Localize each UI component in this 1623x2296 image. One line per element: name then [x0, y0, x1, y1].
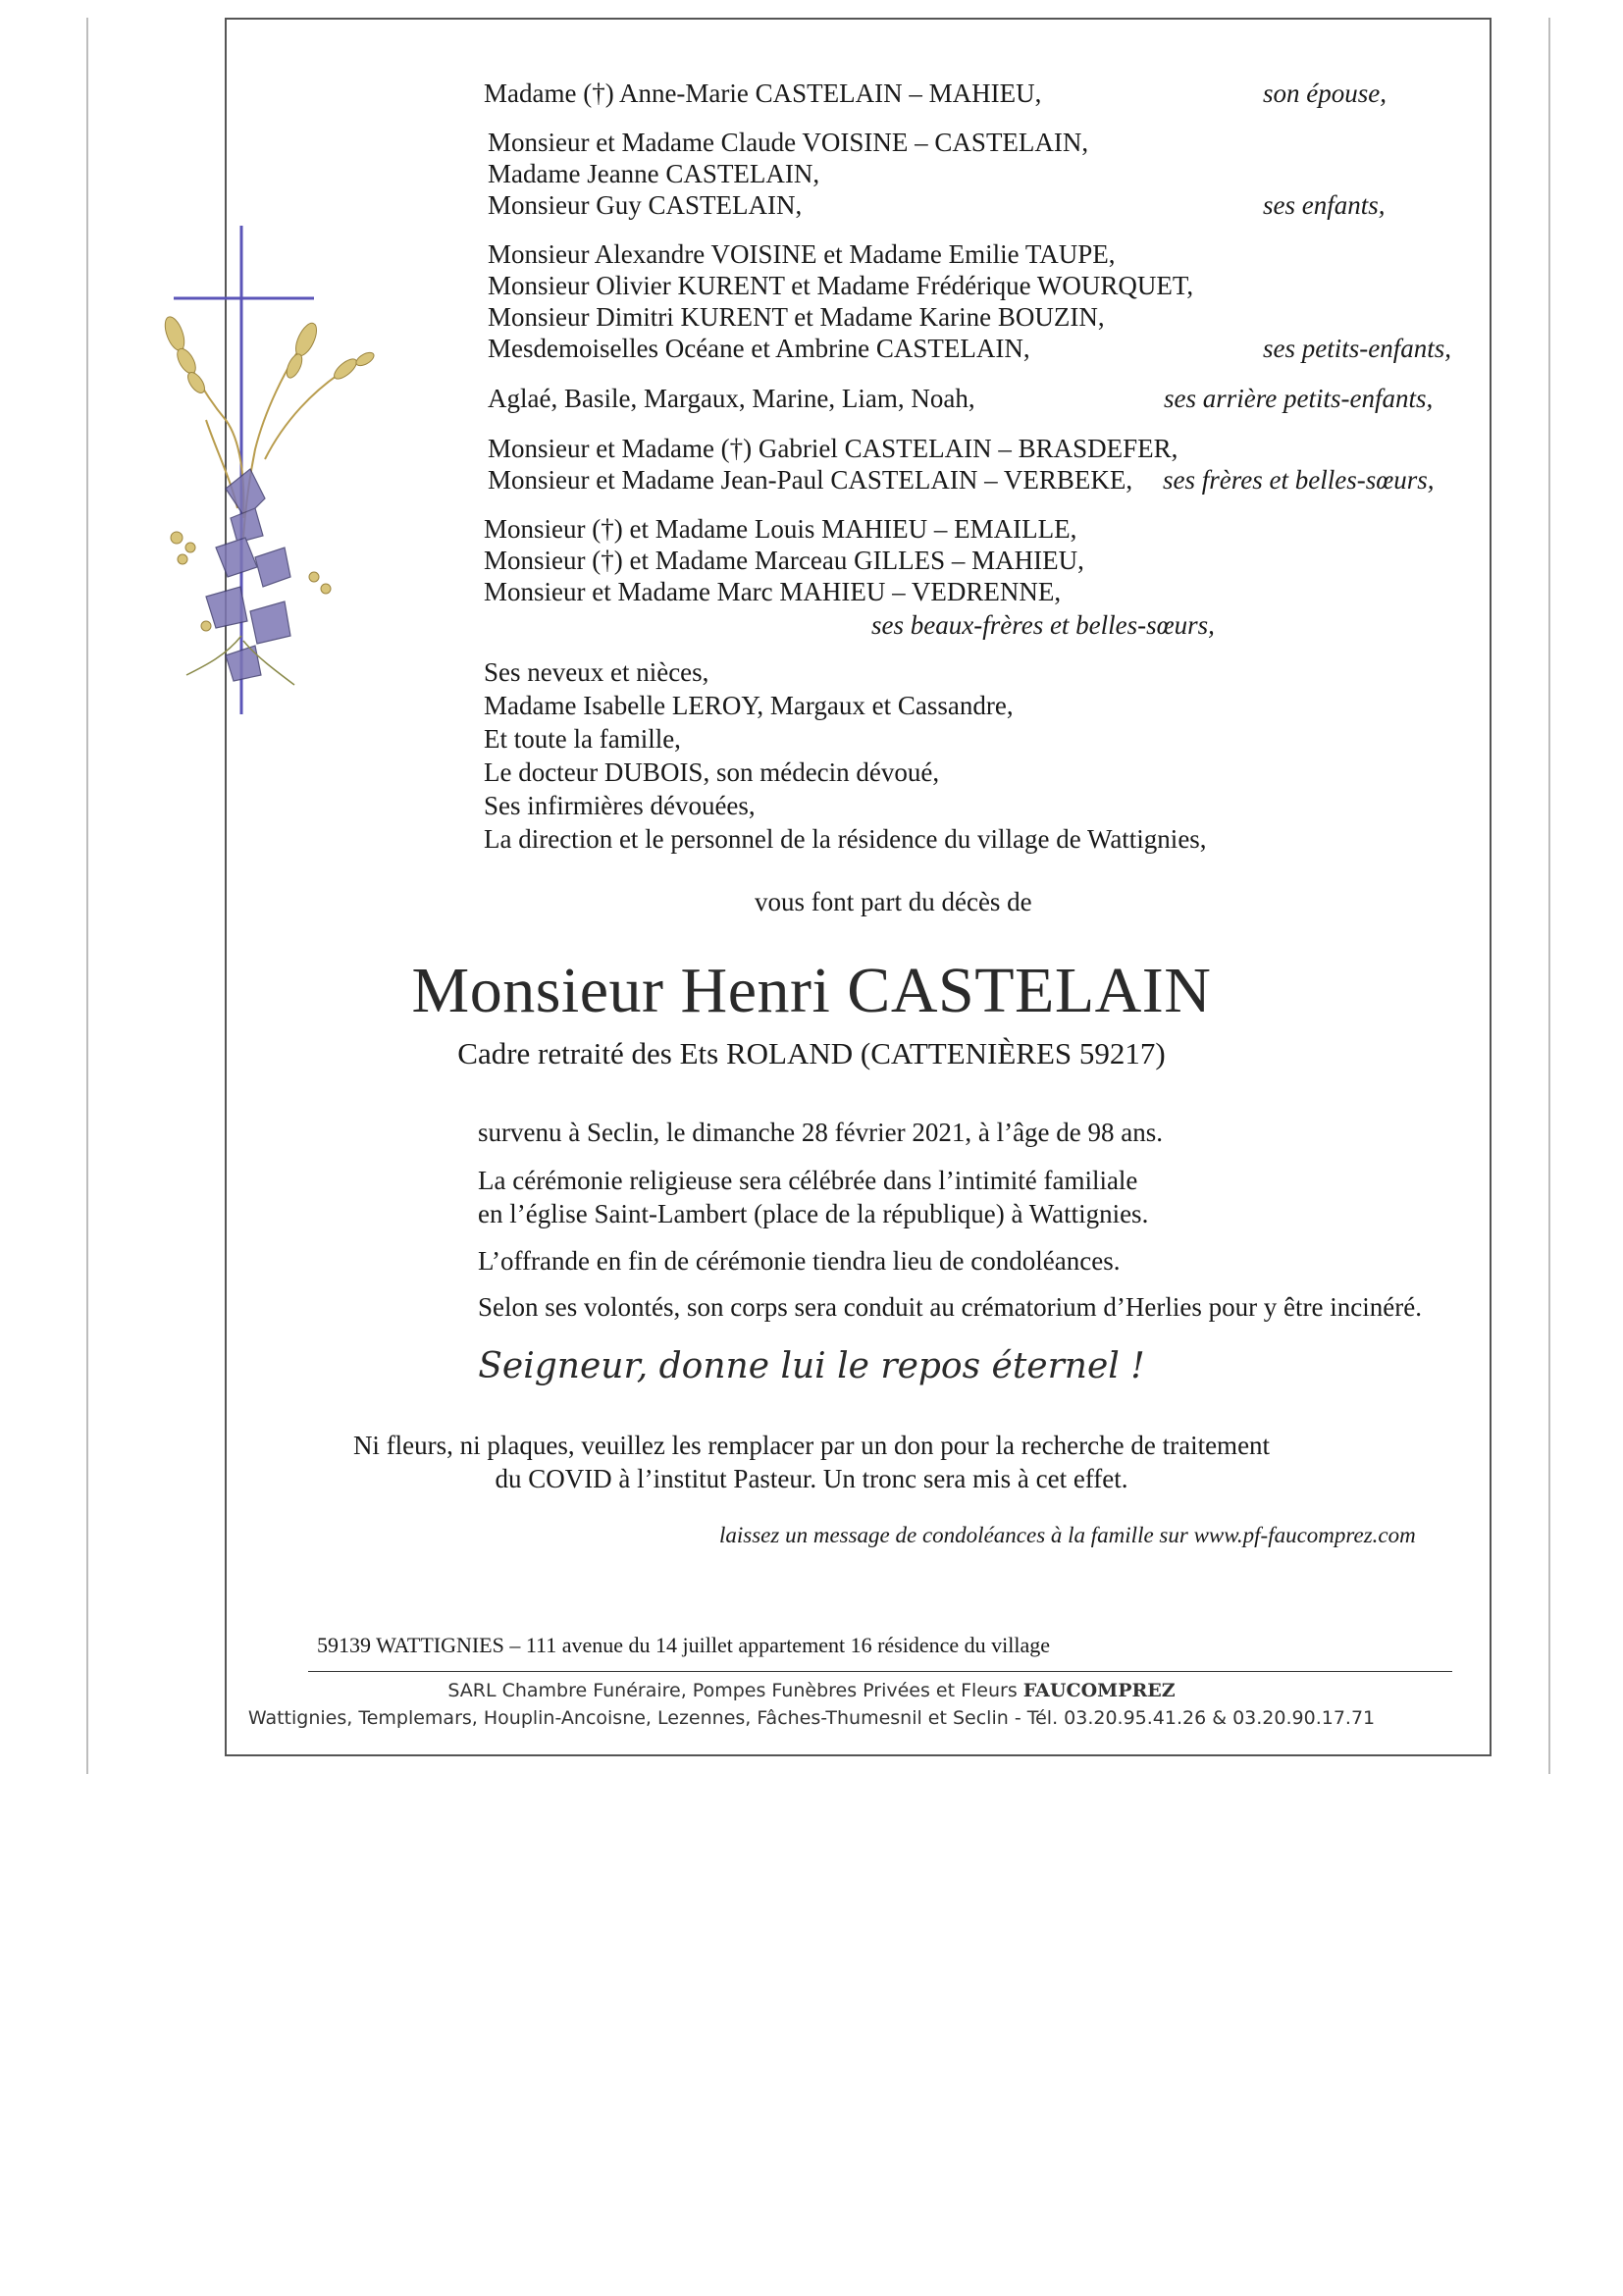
family-line: Monsieur Dimitri KURENT et Madame Karine BOUZIN, — [488, 302, 1105, 332]
family-line: Monsieur (†) et Madame Louis MAHIEU – EMAILLE, — [484, 514, 1077, 544]
detail-line: survenu à Seclin, le dimanche 28 février 2021, à l’âge de 98 ans. — [478, 1118, 1164, 1147]
left-scan-edge — [86, 18, 88, 1774]
others-line: Ses neveux et nièces, — [484, 657, 709, 687]
family-line: Monsieur Olivier KURENT et Madame Frédérique WOURQUET, — [488, 271, 1194, 300]
others-line: Le docteur DUBOIS, son médecin dévoué, — [484, 757, 940, 787]
family-line: Monsieur Alexandre VOISINE et Madame Emilie TAUPE, — [488, 239, 1116, 269]
family-line: Mesdemoiselles Océane et Ambrine CASTELAIN, — [488, 334, 1030, 363]
detail-line: La cérémonie religieuse sera célébrée dans l’intimité familiale — [478, 1166, 1138, 1195]
right-scan-edge — [1548, 18, 1550, 1774]
family-line: Monsieur et Madame Jean-Paul CASTELAIN – VERBEKE, — [488, 465, 1133, 495]
flowers-note-line: du COVID à l’institut Pasteur. Un tronc sera mis à cet effet. — [495, 1464, 1128, 1493]
detail-line: en l’église Saint-Lambert (place de la république) à Wattignies. — [478, 1199, 1149, 1228]
flowers-note-line: Ni fleurs, ni plaques, veuillez les remplacer par un don pour la recherche de traitement — [352, 1431, 1271, 1460]
family-line: Madame Jeanne CASTELAIN, — [488, 159, 820, 188]
family-line: Monsieur et Madame Marc MAHIEU – VEDRENNE, — [484, 577, 1062, 606]
deceased-name: Monsieur Henri CASTELAIN — [411, 955, 1212, 1026]
cross-wheat-flowers-icon — [147, 224, 402, 724]
family-line: Monsieur (†) et Madame Marceau GILLES – MAHIEU, — [484, 546, 1084, 575]
condolence-message: laissez un message de condoléances à la famille sur www.pf-faucomprez.com — [719, 1523, 1416, 1547]
others-line: Et toute la famille, — [484, 724, 681, 754]
family-line: Monsieur Guy CASTELAIN, — [488, 190, 803, 220]
family-line: Monsieur et Madame Claude VOISINE – CASTELAIN, — [488, 128, 1089, 157]
others-line: Ses infirmières dévouées, — [484, 791, 756, 820]
relation-label: ses petits-enfants, — [1263, 334, 1451, 363]
funeral-home-locations: Wattignies, Templemars, Houplin-Ancoisne, Lezennes, Fâches-Thumesnil et Seclin - Tél. 03.20.95.41.26 & 03.20.90.17.71 — [247, 1707, 1376, 1729]
others-line: La direction et le personnel de la résidence du village de Wattignies, — [484, 824, 1207, 854]
others-line: Madame Isabelle LEROY, Margaux et Cassandre, — [484, 691, 1014, 720]
detail-line: Selon ses volontés, son corps sera conduit au crématorium d’Herlies pour y être incinéré. — [478, 1292, 1422, 1322]
prayer-line: Seigneur, donne lui le repos éternel ! — [478, 1346, 1145, 1386]
announcement: vous font part du décès de — [755, 887, 1032, 916]
relation-label: ses arrière petits-enfants, — [1164, 384, 1434, 413]
footer-divider — [308, 1671, 1452, 1672]
family-line: Madame (†) Anne-Marie CASTELAIN – MAHIEU, — [484, 78, 1042, 108]
funeral-home-line — [0, 1678, 1623, 1703]
address-line: 59139 WATTIGNIES – 111 avenue du 14 juillet appartement 16 résidence du village — [317, 1633, 1050, 1657]
funeral-home-name: SARL Chambre Funéraire, Pompes Funèbres Privées et Fleurs — [447, 1680, 1018, 1701]
relation-label: son épouse, — [1263, 78, 1387, 108]
relation-label: ses frères et belles-sœurs, — [1163, 465, 1435, 495]
family-line: Monsieur et Madame (†) Gabriel CASTELAIN – BRASDEFER, — [488, 434, 1178, 463]
funeral-home-brand: FAUCOMPREZ — [1022, 1680, 1176, 1701]
family-line: Aglaé, Basile, Margaux, Marine, Liam, Noah, — [488, 384, 975, 413]
detail-line: L’offrande en fin de cérémonie tiendra lieu de condoléances. — [478, 1246, 1121, 1276]
deceased-title: Cadre retraité des Ets ROLAND (CATTENIÈRES 59217) — [457, 1036, 1166, 1070]
relation-label: ses enfants, — [1263, 190, 1386, 220]
relation-label: ses beaux-frères et belles-sœurs, — [871, 610, 1215, 640]
